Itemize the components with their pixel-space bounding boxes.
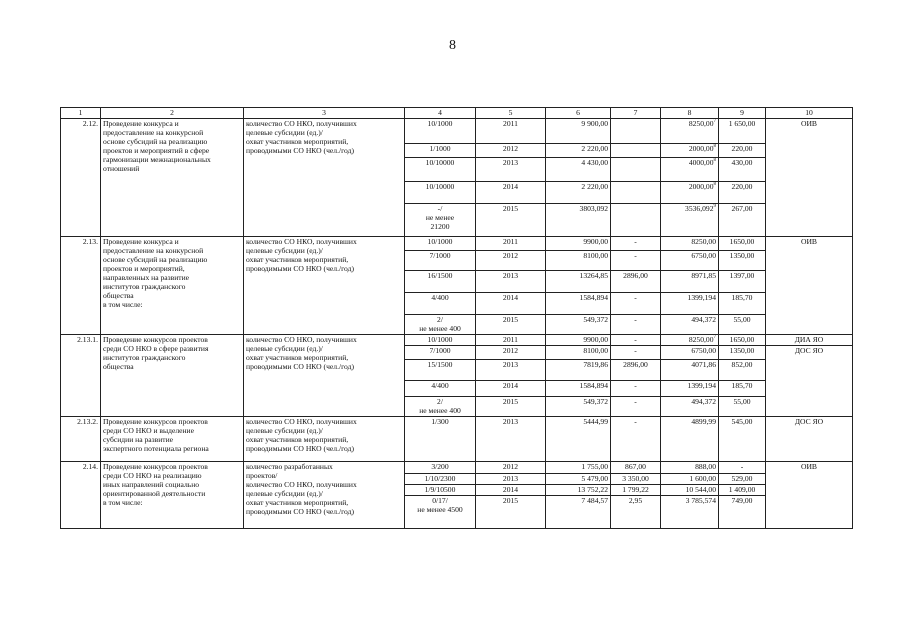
federal-amount	[611, 158, 661, 182]
federal-amount	[611, 182, 661, 204]
indicator-value: 7/1000	[405, 346, 476, 360]
indicator-value: 10/1000	[405, 237, 476, 251]
table-row	[61, 119, 853, 144]
item-indicator: количество СО НКО, получивших целевые субсидии (ед.)/ охват участников мероприятий, проводимыми СО НКО (чел./год)	[244, 335, 405, 417]
indicator-value: 1/9/10500	[405, 485, 476, 496]
indicator-value: -/ не менее 21200	[405, 204, 476, 237]
header-cell: 3	[244, 108, 405, 119]
executor: ОИВ	[766, 119, 853, 237]
indicator-value: 1/300	[405, 417, 476, 462]
other-amount: 1350,00	[719, 346, 766, 360]
indicator-value: 4/400	[405, 381, 476, 397]
total-amount: 549,372	[546, 315, 611, 335]
item-indicator: количество СО НКО, получивших целевые субсидии (ед.)/ охват участников мероприятий, проводимыми СО НКО (чел./год)	[244, 119, 405, 237]
executor: ОИВ	[766, 462, 853, 529]
year: 2014	[476, 182, 546, 204]
year: 2014	[476, 293, 546, 315]
total-amount: 2 220,00	[546, 144, 611, 158]
amount-value: 2000,00	[688, 144, 714, 153]
indicator-value: 7/1000	[405, 251, 476, 271]
regional-amount	[661, 119, 719, 144]
table-row	[61, 237, 853, 251]
regional-amount	[661, 182, 719, 204]
regional-amount: 8971,85	[661, 271, 719, 293]
federal-amount	[611, 144, 661, 158]
year: 2011	[476, 119, 546, 144]
item-number: 2.12.	[61, 119, 101, 237]
item-indicator: количество СО НКО, получивших целевые субсидии (ед.)/ охват участников мероприятий, проводимыми СО НКО (чел./год)	[244, 237, 405, 335]
federal-amount	[611, 204, 661, 237]
year: 2012	[476, 251, 546, 271]
total-amount: 9 900,00	[546, 119, 611, 144]
header-cell: 9	[719, 108, 766, 119]
footnote-mark: 7	[713, 335, 716, 340]
year: 2013	[476, 417, 546, 462]
federal-amount: 3 350,00	[611, 474, 661, 485]
other-amount: 220,00	[719, 182, 766, 204]
total-amount: 1584,894	[546, 381, 611, 397]
federal-amount: -	[611, 293, 661, 315]
year: 2013	[476, 474, 546, 485]
indicator-value: 15/1500	[405, 360, 476, 381]
item-name: Проведение конкурса и предоставление на конкурсной основе субсидий на реализацию проектов и мероприятий, направленных на развитие институтов гражданского общества в том числе:	[101, 237, 244, 335]
federal-amount: -	[611, 417, 661, 462]
amount-value: 2000,00	[688, 182, 714, 191]
other-amount: 55,00	[719, 397, 766, 417]
federal-amount: -	[611, 346, 661, 360]
total-amount: 2 220,00	[546, 182, 611, 204]
year: 2013	[476, 360, 546, 381]
year: 2012	[476, 462, 546, 474]
other-amount: 1 409,00	[719, 485, 766, 496]
regional-amount: 1399,194	[661, 381, 719, 397]
federal-amount: 867,00	[611, 462, 661, 474]
regional-amount: 10 544,00	[661, 485, 719, 496]
indicator-value: 10/10000	[405, 182, 476, 204]
item-number: 2.13.	[61, 237, 101, 335]
regional-amount: 4899,99	[661, 417, 719, 462]
item-name: Проведение конкурса и предоставление на конкурсной основе субсидий на реализацию проектов и мероприятий в сфере гармонизации межнациональных отношений	[101, 119, 244, 237]
total-amount: 549,372	[546, 397, 611, 417]
regional-amount	[661, 204, 719, 237]
regional-amount: 888,00	[661, 462, 719, 474]
table-row	[61, 462, 853, 474]
executor: ДОС ЯО	[766, 346, 853, 417]
regional-amount	[661, 335, 719, 346]
item-number: 2.13.1.	[61, 335, 101, 417]
indicator-value: 2/ не менее 400	[405, 397, 476, 417]
regional-amount: 8250,00	[661, 237, 719, 251]
regional-amount: 4071,86	[661, 360, 719, 381]
header-cell: 7	[611, 108, 661, 119]
other-amount: 220,00	[719, 144, 766, 158]
amount-value: 8250,00	[688, 335, 714, 344]
total-amount: 1584,894	[546, 293, 611, 315]
other-amount: 749,00	[719, 496, 766, 529]
regional-amount: 3 785,574	[661, 496, 719, 529]
executor: ДОС ЯО	[766, 417, 853, 462]
executor: ДИА ЯО	[766, 335, 853, 346]
federal-amount: -	[611, 397, 661, 417]
indicator-value: 3/200	[405, 462, 476, 474]
other-amount: 529,00	[719, 474, 766, 485]
header-cell: 10	[766, 108, 853, 119]
footnote-mark: 8	[713, 158, 716, 163]
header-cell: 5	[476, 108, 546, 119]
total-amount: 9900,00	[546, 335, 611, 346]
header-cell: 4	[405, 108, 476, 119]
regional-amount	[661, 158, 719, 182]
executor: ОИВ	[766, 237, 853, 335]
item-name: Проведение конкурсов проектов среди СО НКО и выделение субсидии на развитие экспертного потенциала региона	[101, 417, 244, 462]
total-amount: 4 430,00	[546, 158, 611, 182]
regional-amount	[661, 144, 719, 158]
other-amount: 185,70	[719, 293, 766, 315]
federal-amount: -	[611, 335, 661, 346]
header-cell: 8	[661, 108, 719, 119]
regional-amount: 494,372	[661, 397, 719, 417]
footnote-mark: 7	[713, 119, 716, 124]
regional-amount: 494,372	[661, 315, 719, 335]
page-number: 8	[449, 38, 456, 53]
other-amount: 55,00	[719, 315, 766, 335]
indicator-value: 2/ не менее 400	[405, 315, 476, 335]
indicator-value: 10/1000	[405, 119, 476, 144]
indicator-value: 10/1000	[405, 335, 476, 346]
total-amount: 7819,86	[546, 360, 611, 381]
year: 2012	[476, 346, 546, 360]
regional-amount: 1 600,00	[661, 474, 719, 485]
amount-value: 4000,00	[688, 158, 714, 167]
indicator-value: 0/17/ не менее 4500	[405, 496, 476, 529]
year: 2013	[476, 158, 546, 182]
indicator-value: 1/1000	[405, 144, 476, 158]
year: 2012	[476, 144, 546, 158]
total-amount: 1 755,00	[546, 462, 611, 474]
total-amount: 13264,85	[546, 271, 611, 293]
indicator-value: 16/1500	[405, 271, 476, 293]
total-amount: 8100,00	[546, 346, 611, 360]
other-amount: 430,00	[719, 158, 766, 182]
federal-amount: -	[611, 251, 661, 271]
item-indicator: количество разработанных проектов/ количество СО НКО, получивших целевые субсидии (ед.)/ охват участников мероприятий, проводимыми СО НКО (чел./год)	[244, 462, 405, 529]
year: 2015	[476, 204, 546, 237]
year: 2013	[476, 271, 546, 293]
other-amount: -	[719, 462, 766, 474]
other-amount: 267,00	[719, 204, 766, 237]
table-row	[61, 335, 853, 346]
federal-amount	[611, 119, 661, 144]
total-amount: 3803,092	[546, 204, 611, 237]
other-amount: 1650,00	[719, 237, 766, 251]
total-amount: 5444,99	[546, 417, 611, 462]
federal-amount: 1 799,22	[611, 485, 661, 496]
indicator-value: 4/400	[405, 293, 476, 315]
item-number: 2.13.2.	[61, 417, 101, 462]
item-indicator: количество СО НКО, получивших целевые субсидии (ед.)/ охват участников мероприятий, проводимыми СО НКО (чел./год)	[244, 417, 405, 462]
total-amount: 13 752,22	[546, 485, 611, 496]
federal-amount: 2896,00	[611, 360, 661, 381]
regional-amount: 6750,00	[661, 346, 719, 360]
year: 2015	[476, 397, 546, 417]
federal-amount: -	[611, 381, 661, 397]
footnote-mark: 8	[713, 182, 716, 187]
item-name: Проведение конкурсов проектов среди СО НКО в сфере развития институтов гражданского общества	[101, 335, 244, 417]
indicator-value: 10/10000	[405, 158, 476, 182]
header-cell: 2	[101, 108, 244, 119]
other-amount: 1350,00	[719, 251, 766, 271]
other-amount: 1 650,00	[719, 119, 766, 144]
year: 2015	[476, 315, 546, 335]
year: 2011	[476, 335, 546, 346]
other-amount: 545,00	[719, 417, 766, 462]
item-number: 2.14.	[61, 462, 101, 529]
footnote-mark: 8	[713, 144, 716, 149]
footnote-mark: 9	[713, 204, 716, 209]
year: 2014	[476, 485, 546, 496]
year: 2011	[476, 237, 546, 251]
federal-amount: 2,95	[611, 496, 661, 529]
other-amount: 852,00	[719, 360, 766, 381]
other-amount: 1397,00	[719, 271, 766, 293]
header-cell: 6	[546, 108, 611, 119]
table-row	[61, 417, 853, 462]
indicator-value: 1/10/2300	[405, 474, 476, 485]
regional-amount: 1399,194	[661, 293, 719, 315]
amount-value: 8250,00	[688, 119, 714, 128]
total-amount: 7 484,57	[546, 496, 611, 529]
year: 2014	[476, 381, 546, 397]
year: 2015	[476, 496, 546, 529]
federal-amount: -	[611, 237, 661, 251]
header-row	[61, 108, 853, 119]
program-table	[60, 107, 853, 529]
total-amount: 9900,00	[546, 237, 611, 251]
header-cell: 1	[61, 108, 101, 119]
item-name: Проведение конкурсов проектов среди СО НКО на реализацию иных направлений социально ориентированной деятельности в том числе:	[101, 462, 244, 529]
amount-value: 3536,092	[685, 204, 714, 213]
federal-amount: 2896,00	[611, 271, 661, 293]
total-amount: 5 479,00	[546, 474, 611, 485]
federal-amount: -	[611, 315, 661, 335]
regional-amount: 6750,00	[661, 251, 719, 271]
total-amount: 8100,00	[546, 251, 611, 271]
other-amount: 1650,00	[719, 335, 766, 346]
other-amount: 185,70	[719, 381, 766, 397]
